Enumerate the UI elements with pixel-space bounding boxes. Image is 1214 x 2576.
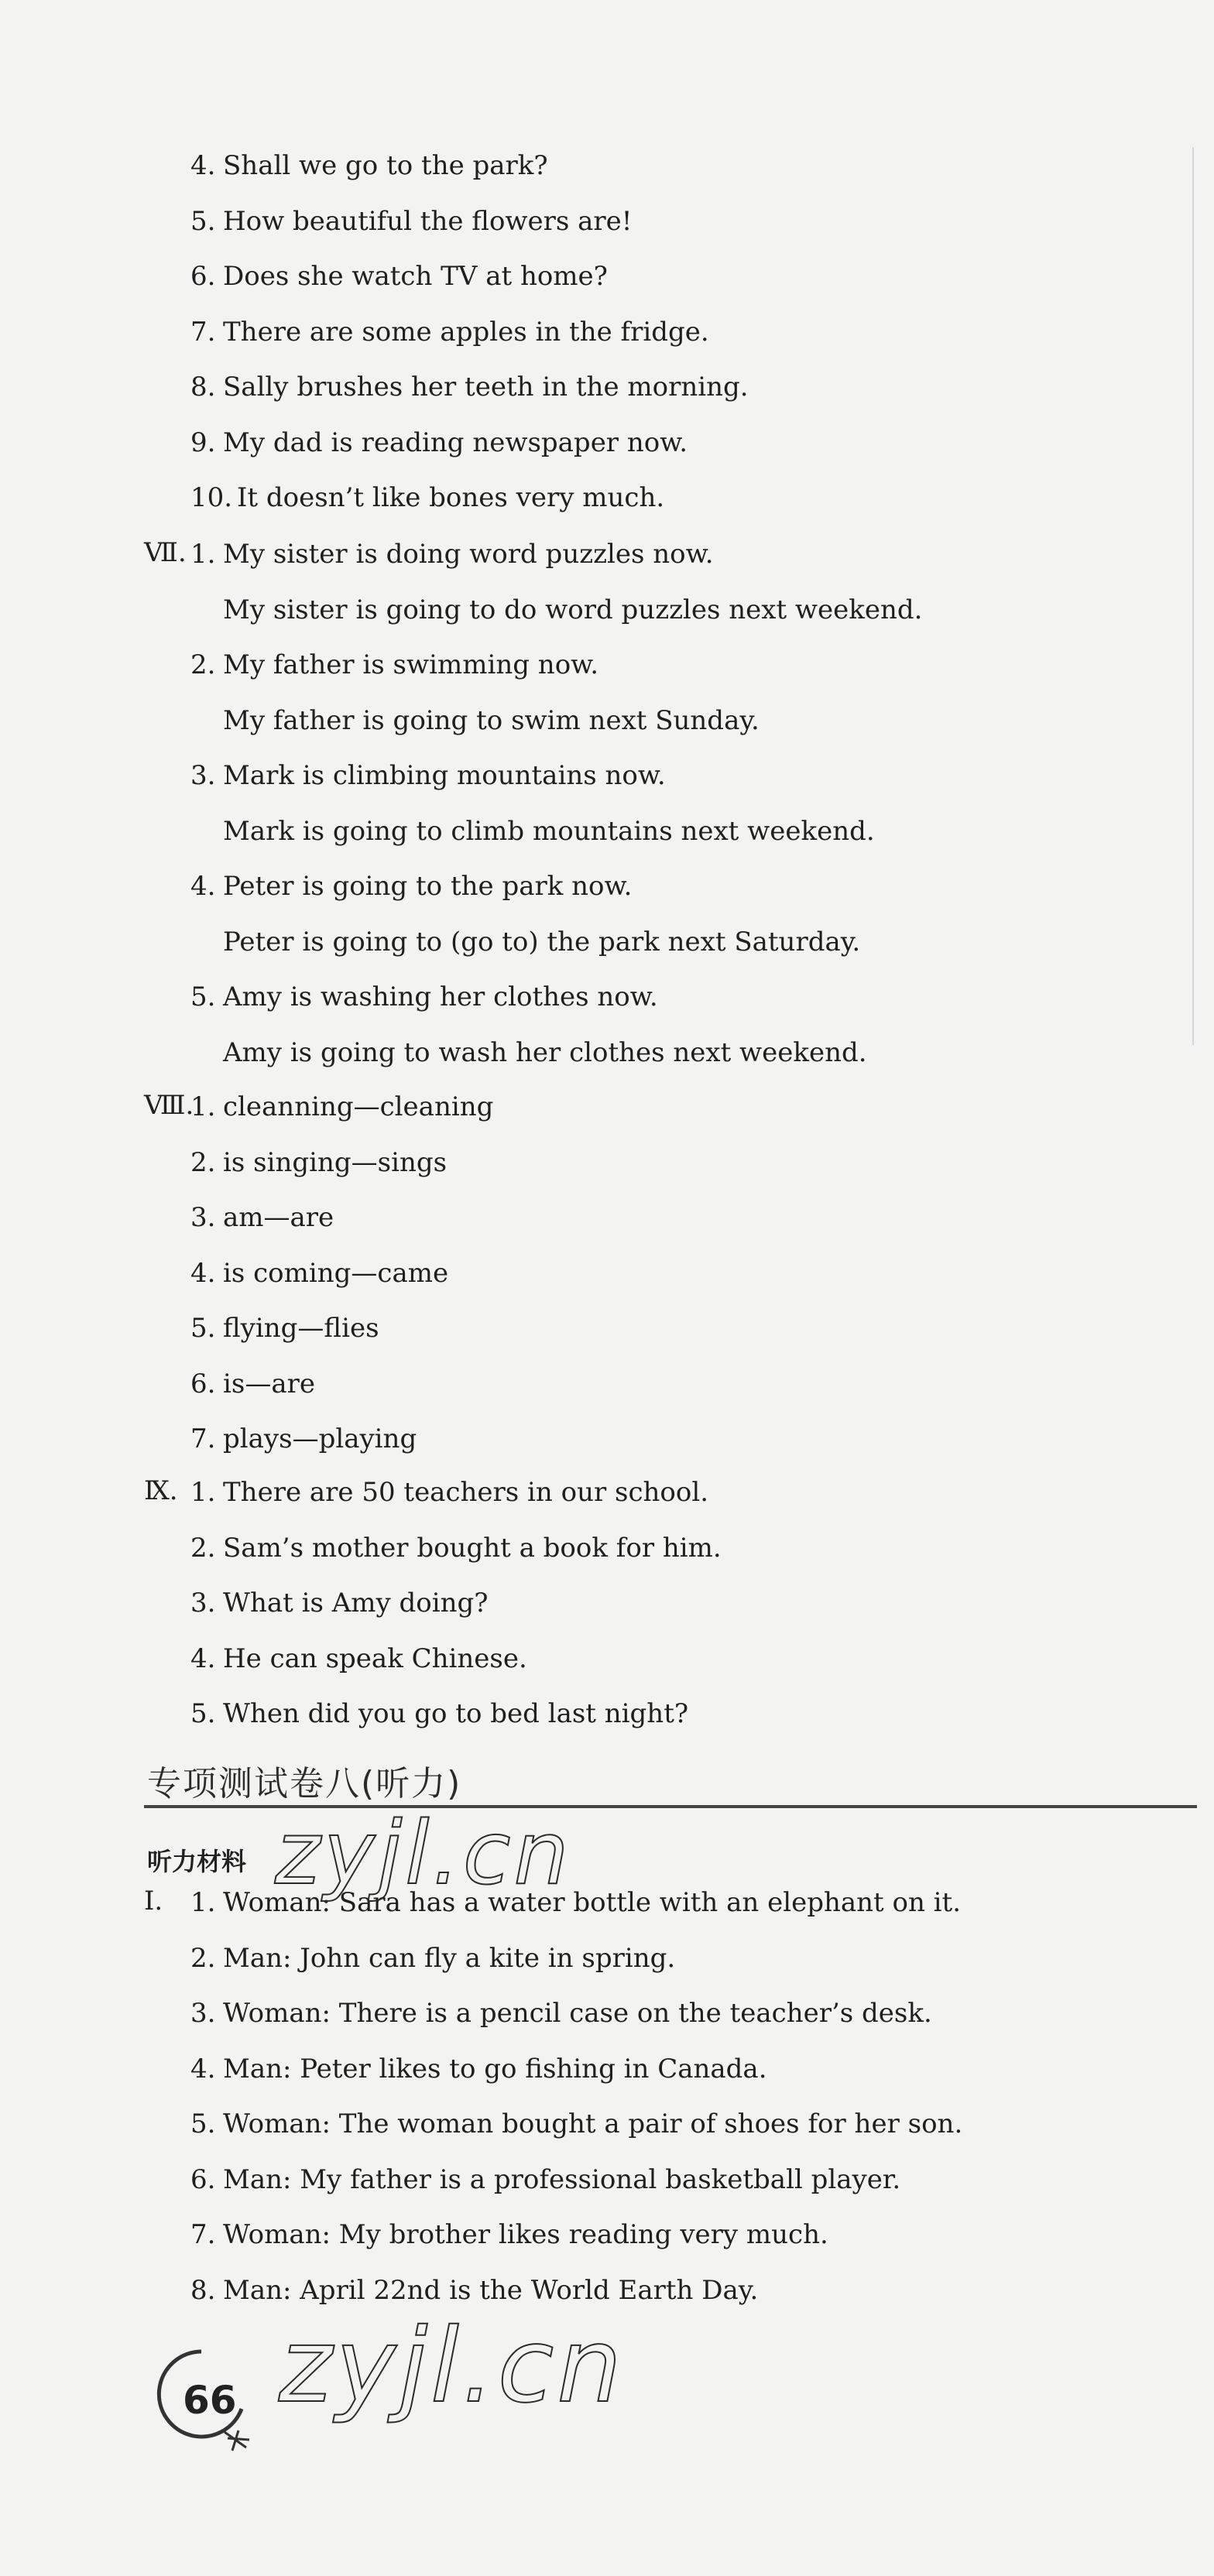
item-text: flying—flies bbox=[223, 1313, 379, 1344]
item-text: What is Amy doing? bbox=[223, 1588, 489, 1619]
item-number: 4. bbox=[190, 2053, 216, 2084]
item-text: When did you go to bed last night? bbox=[223, 1698, 689, 1729]
item-number: 4. bbox=[190, 150, 216, 181]
item-text: Shall we go to the park? bbox=[223, 150, 548, 181]
item-number: 4. bbox=[190, 871, 216, 902]
item-text: Peter is going to (go to) the park next Saturday. bbox=[223, 926, 861, 957]
item-text: Mark is climbing mountains now. bbox=[223, 760, 666, 791]
item-text: Amy is washing her clothes now. bbox=[223, 981, 658, 1012]
section_ix-roman-numeral: Ⅸ. bbox=[144, 1475, 178, 1506]
item-number: 5. bbox=[190, 2108, 216, 2139]
item-number: 3. bbox=[190, 1998, 216, 2029]
item-text: is coming—came bbox=[223, 1257, 449, 1289]
item-number: 1. bbox=[190, 1477, 216, 1508]
item-number: 2. bbox=[190, 649, 216, 680]
item-text: Does she watch TV at home? bbox=[223, 261, 608, 292]
item-text: cleanning—cleaning bbox=[223, 1091, 494, 1122]
page-edge-line bbox=[1192, 147, 1194, 1045]
item-number: 2. bbox=[190, 1146, 216, 1178]
listening-material-label: 听力材料 bbox=[147, 1847, 247, 1876]
item-number: 1. bbox=[190, 539, 216, 570]
item-number: 9. bbox=[190, 426, 216, 458]
item-text: Amy is going to wash her clothes next weekend. bbox=[223, 1036, 867, 1068]
item-number: 7. bbox=[190, 2219, 216, 2250]
item-text: Peter is going to the park now. bbox=[223, 871, 633, 902]
item-text: Mark is going to climb mountains next weekend. bbox=[223, 815, 875, 847]
item-text: Man: John can fly a kite in spring. bbox=[223, 1942, 676, 1974]
item-number: 2. bbox=[190, 1532, 216, 1564]
item-text: Woman: The woman bought a pair of shoes for her son. bbox=[223, 2108, 963, 2139]
item-number: 6. bbox=[190, 2163, 216, 2195]
item-number: 6. bbox=[190, 261, 216, 292]
item-text: How beautiful the flowers are! bbox=[223, 205, 633, 237]
section-heading: 专项测试卷八(听力) bbox=[147, 1764, 462, 1804]
item-number: 1. bbox=[190, 1887, 216, 1918]
item-text: It doesn’t like bones very much. bbox=[237, 482, 665, 513]
item-text: Man: April 22nd is the World Earth Day. bbox=[223, 2274, 759, 2306]
section_viii-roman-numeral: Ⅷ. bbox=[144, 1090, 194, 1121]
item-number: 5. bbox=[190, 1313, 216, 1344]
item-number: 6. bbox=[190, 1368, 216, 1399]
item-number: 3. bbox=[190, 1202, 216, 1233]
item-number: 10. bbox=[190, 482, 233, 513]
item-number: 5. bbox=[190, 1698, 216, 1729]
item-text: There are 50 teachers in our school. bbox=[223, 1477, 709, 1508]
item-text: Man: Peter likes to go fishing in Canada. bbox=[223, 2053, 767, 2084]
item-text: Woman: My brother likes reading very much. bbox=[223, 2219, 828, 2250]
item-text: My sister is doing word puzzles now. bbox=[223, 539, 714, 570]
item-number: 1. bbox=[190, 1091, 216, 1122]
item-text: There are some apples in the fridge. bbox=[223, 316, 709, 348]
section_vii-roman-numeral: Ⅶ. bbox=[144, 537, 187, 568]
watermark-logo: zyjl.cn bbox=[279, 2307, 625, 2426]
item-text: plays—playing bbox=[223, 1423, 417, 1454]
item-number: 3. bbox=[190, 760, 216, 791]
item-text: Man: My father is a professional basketball player. bbox=[223, 2163, 901, 2195]
item-number: 3. bbox=[190, 1588, 216, 1619]
item-number: 7. bbox=[190, 1423, 216, 1454]
item-number: 4. bbox=[190, 1257, 216, 1289]
item-number: 5. bbox=[190, 981, 216, 1012]
item-number: 8. bbox=[190, 2274, 216, 2306]
item-number: 4. bbox=[190, 1643, 216, 1674]
watermark-logo: zyjl.cn bbox=[275, 1804, 572, 1904]
page-number: 66 bbox=[183, 2378, 237, 2423]
item-text: My father is swimming now. bbox=[223, 649, 599, 680]
item-text: He can speak Chinese. bbox=[223, 1643, 527, 1674]
item-text: is singing—sings bbox=[223, 1146, 448, 1178]
item-text: My dad is reading newspaper now. bbox=[223, 426, 688, 458]
item-text: My father is going to swim next Sunday. bbox=[223, 704, 760, 736]
item-text: Sam’s mother bought a book for him. bbox=[223, 1532, 722, 1564]
section_i-roman-numeral: Ⅰ. bbox=[144, 1886, 163, 1917]
item-text: Woman: Sara has a water bottle with an elephant on it. bbox=[223, 1887, 962, 1918]
item-text: am—are bbox=[223, 1202, 334, 1233]
item-number: 2. bbox=[190, 1942, 216, 1974]
item-text: My sister is going to do word puzzles next weekend. bbox=[223, 594, 923, 625]
item-number: 8. bbox=[190, 372, 216, 402]
item-number: 5. bbox=[190, 205, 216, 237]
item-text: Woman: There is a pencil case on the teacher’s desk. bbox=[223, 1998, 932, 2029]
item-text: Sally brushes her teeth in the morning. bbox=[223, 372, 749, 402]
item-number: 7. bbox=[190, 316, 216, 348]
item-text: is—are bbox=[223, 1368, 315, 1399]
